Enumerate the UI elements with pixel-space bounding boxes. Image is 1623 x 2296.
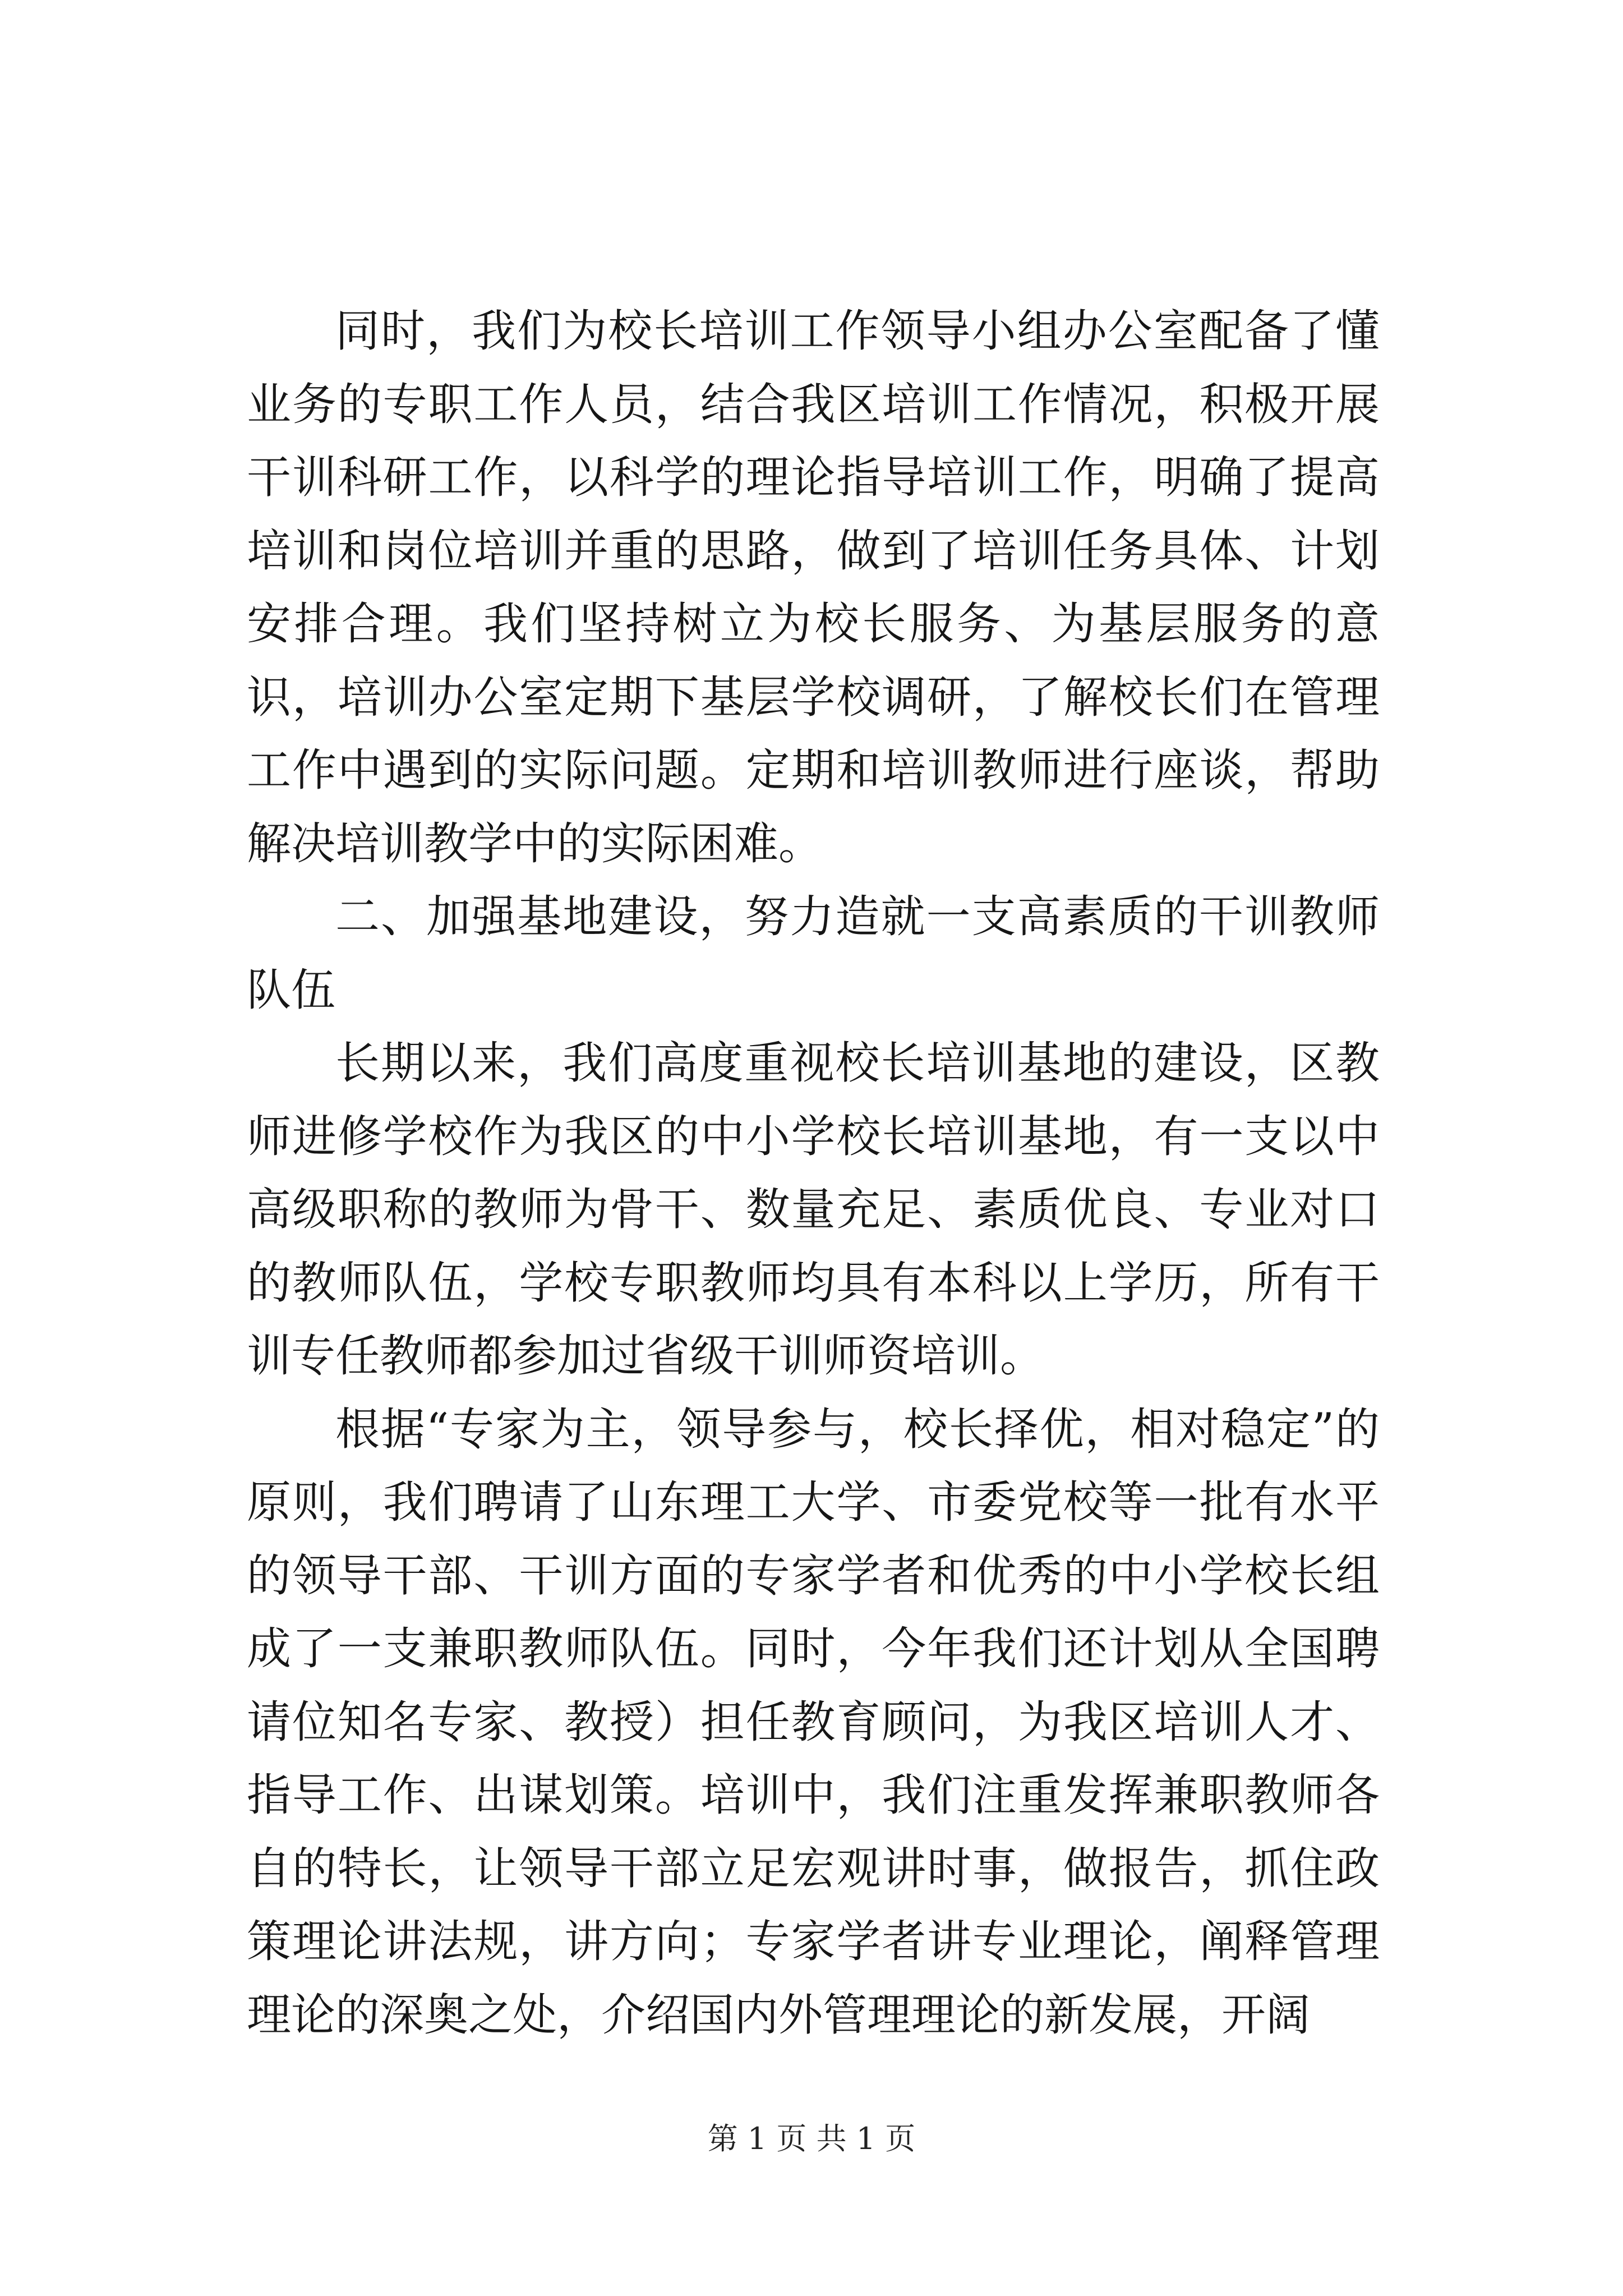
- paragraph-3: 根据“专家为主，领导参与，校长择优，相对稳定”的原则，我们聘请了山东理工大学、市委党校等一批有水平的领导干部、干训方面的专家学者和优秀的中小学校长组成了一支兼职教师队伍。同时，今年我们还计划从全国聘请位知名专家、教授）担任教育顾问，为我区培训人才、指导工作、出谋划策。培训中，我们注重发挥兼职教师各自的特长，让领导干部立足宏观讲时事，做报告，抓住政策理论讲法规，讲方向；专家学者讲专业理论，阐释管理理论的深奥之处，介绍国内外管理理论的新发展，开阔: [247, 1403, 1380, 2041]
- paragraph-1: 同时，我们为校长培训工作领导小组办公室配备了懂业务的专职工作人员，结合我区培训工作情况，积极开展干训科研工作，以科学的理论指导培训工作，明确了提高培训和岗位培训并重的思路，做到了培训任务具体、计划安排合理。我们坚持树立为校长服务、为基层服务的意识，培训办公室定期下基层学校调研，了解校长们在管理工作中遇到的实际问题。定期和培训教师进行座谈，帮助解决培训教学中的实际困难。: [247, 305, 1380, 869]
- paragraph-2: 长期以来，我们高度重视校长培训基地的建设，区教师进修学校作为我区的中小学校长培训基地，有一支以中高级职称的教师为骨干、数量充足、素质优良、专业对口的教师队伍，学校专职教师均具有本科以上学历，所有干训专任教师都参加过省级干训师资培训。: [247, 1037, 1380, 1382]
- page-footer: 第 1 页 共 1 页: [707, 2121, 916, 2156]
- section-heading: 二、加强基地建设，努力造就一支高素质的干训教师队伍: [247, 891, 1380, 1016]
- document-body: [247, 295, 1380, 2051]
